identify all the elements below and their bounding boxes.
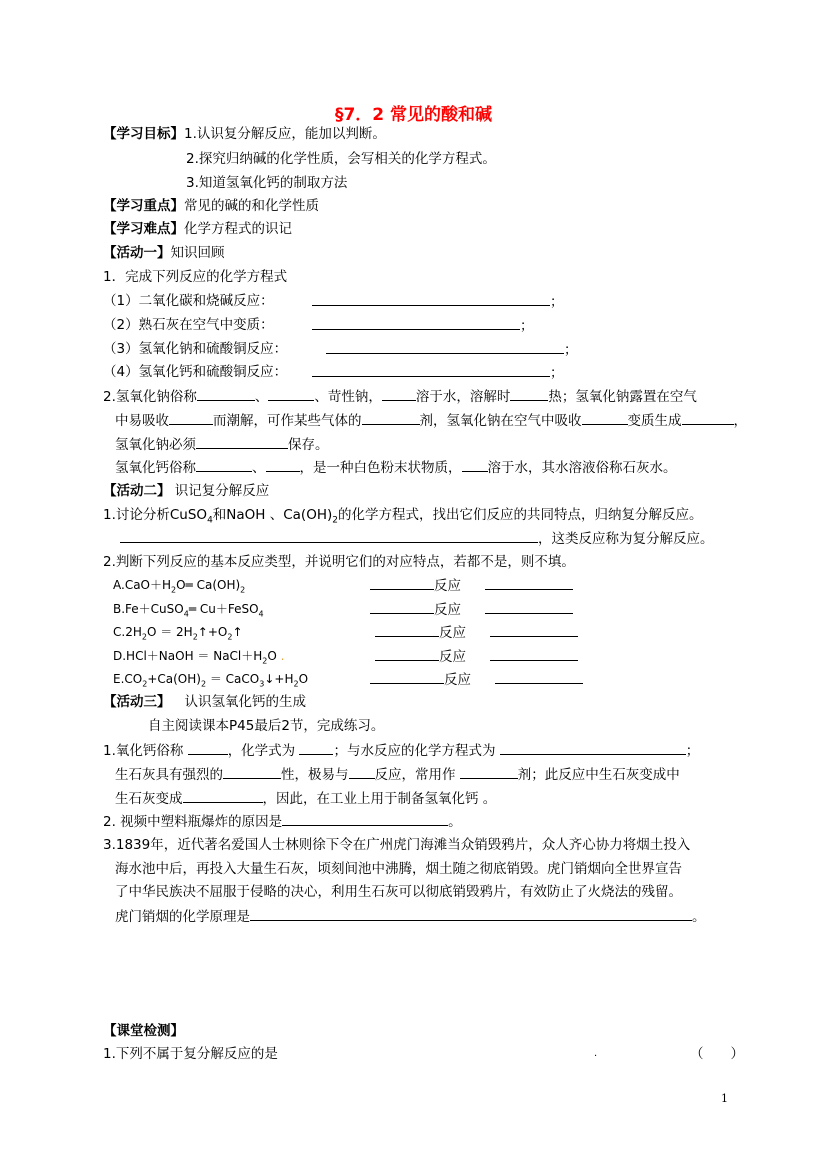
answer-blank[interactable] — [370, 599, 434, 614]
text: ↑+O — [197, 625, 228, 639]
goals-line-1 — [103, 124, 386, 144]
act3-q1-line-1 — [103, 740, 699, 761]
answer-blank[interactable] — [169, 410, 213, 425]
text: C.2H — [113, 625, 142, 639]
goal-1: 1.认识复分解反应，能加以判断。 — [184, 126, 386, 142]
text: 。 — [692, 909, 706, 925]
page-title: §7．2 常见的酸和碱 — [334, 105, 493, 125]
text: 2. 视频中塑料瓶爆炸的原因是 — [103, 814, 283, 830]
answer-blank[interactable] — [370, 669, 444, 684]
answer-blank[interactable] — [485, 575, 573, 590]
reaction-e-answer — [370, 669, 583, 690]
act1-blank-2-row — [312, 315, 534, 336]
semicolon: ； — [564, 342, 578, 358]
goal-2: 2.探究归纳碱的化学性质，会写相关的化学方程式。 — [186, 151, 496, 167]
act1-blank-1-row — [312, 291, 564, 312]
text: ；与水反应的化学方程式为 — [333, 743, 496, 759]
text: +Ca(OH) — [147, 672, 201, 686]
text: 氢氧化钙俗称 — [115, 460, 196, 476]
answer-blank[interactable] — [490, 622, 578, 637]
focus-label: 【学习重点】 — [103, 198, 184, 214]
text: 而潮解，可作某些气体的 — [213, 413, 362, 429]
reaction-e — [113, 669, 308, 694]
act3-q3-line-4 — [115, 906, 706, 927]
semicolon: ； — [520, 318, 534, 334]
answer-blank[interactable] — [312, 362, 550, 377]
text: ，是一种白色粉末状物质， — [299, 460, 462, 476]
text: 溶于水，其水溶液俗称石灰水。 — [487, 460, 677, 476]
text: 反应 — [439, 625, 466, 641]
text: ↓+H — [264, 672, 294, 686]
reaction-b-answer — [370, 599, 573, 620]
text: ，这类反应称为复分解反应。 — [538, 531, 714, 547]
answer-blank[interactable] — [682, 410, 734, 425]
act3-q3-line-1: 3.1839年，近代著名爱国人士林则徐下令在广州虎门海滩当众销毁鸦片，众人齐心协力将烟土投入 — [103, 837, 691, 853]
text: 变质生成 — [627, 413, 682, 429]
answer-blank[interactable] — [197, 386, 255, 401]
act3-title: 认识氢氧化钙的生成 — [184, 694, 306, 710]
act1-blank-4-row — [312, 362, 564, 383]
text: ， — [733, 413, 747, 429]
answer-blank[interactable] — [462, 457, 488, 472]
text: D.HCl＋NaOH ＝ NaCl＋H — [113, 649, 263, 663]
answer-blank[interactable] — [183, 788, 263, 803]
act2-title: 识记复分解反应 — [174, 483, 270, 499]
answer-blank[interactable] — [375, 646, 439, 661]
semicolon: ； — [550, 365, 564, 381]
text: O ＝ 2H — [146, 625, 193, 639]
act3-label: 【活动三】 — [103, 694, 171, 710]
act2-q1-line-1 — [103, 505, 702, 531]
text: 反应，常用作 — [374, 767, 456, 783]
subscript: 2 — [293, 679, 299, 689]
subscript: 4 — [183, 609, 189, 619]
reaction-b — [113, 599, 264, 624]
check-q1: 1.下列不属于复分解反应的是 — [103, 1046, 278, 1062]
answer-blank[interactable] — [299, 740, 333, 755]
answer-blank[interactable] — [223, 764, 281, 779]
answer-blank[interactable] — [312, 291, 550, 306]
answer-blank[interactable] — [266, 457, 300, 472]
text: O═ Ca(OH) — [176, 578, 241, 592]
answer-blank[interactable] — [120, 528, 538, 543]
act3-heading — [103, 692, 306, 712]
text: 虎门销烟的化学原理是 — [115, 909, 250, 925]
answer-blank[interactable] — [485, 599, 573, 614]
text: 生石灰具有强烈的 — [115, 767, 223, 783]
act3-q1-line-2 — [115, 764, 680, 785]
answer-blank[interactable] — [375, 622, 439, 637]
text: 剂；此反应中生石灰变成中 — [517, 767, 680, 783]
reaction-d — [113, 646, 285, 671]
stray-dot: . — [594, 1048, 598, 1059]
text: 反应 — [444, 672, 471, 688]
act1-label: 【活动一】 — [103, 245, 171, 261]
text: 2.氢氧化钠俗称 — [103, 389, 197, 405]
subscript: 4 — [258, 609, 264, 619]
subscript: 2 — [171, 585, 177, 595]
answer-parentheses[interactable]: （ ） — [690, 1046, 744, 1062]
text: 、 — [252, 460, 266, 476]
reaction-a-answer — [370, 575, 573, 596]
text: ，化学式为 — [227, 743, 296, 759]
text: E.CO — [113, 672, 143, 686]
reaction-a — [113, 575, 245, 600]
answer-blank[interactable] — [362, 410, 420, 425]
act1-title: 知识回顾 — [170, 245, 225, 261]
text: 反应 — [434, 602, 461, 618]
text: 热；氢氧化钠露置在空气 — [548, 389, 697, 405]
answer-blank[interactable] — [326, 339, 564, 354]
answer-blank[interactable] — [250, 906, 692, 921]
answer-blank[interactable] — [382, 386, 416, 401]
act1-item-2: （2）熟石灰在空气中变质： — [103, 317, 274, 333]
text: 反应 — [439, 649, 466, 665]
reaction-d-answer — [375, 646, 578, 667]
subscript: 2 — [142, 679, 148, 689]
act2-label: 【活动二】 — [103, 483, 171, 499]
semicolon: ； — [550, 294, 564, 310]
subscript: 2 — [141, 632, 147, 642]
text: 、 — [254, 389, 269, 405]
answer-blank[interactable] — [196, 457, 252, 472]
subscript: 4 — [207, 515, 213, 526]
reaction-c-answer — [375, 622, 578, 643]
act1-item-1: （1）二氧化碳和烧碱反应： — [103, 293, 274, 309]
act1-item-3: （3）氢氧化钠和硫酸铜反应： — [103, 341, 288, 357]
answer-blank[interactable] — [490, 646, 578, 661]
answer-blank[interactable] — [582, 410, 628, 425]
goal-3: 3.知道氢氧化钙的制取方法 — [186, 175, 348, 191]
text: 生石灰变成 — [115, 791, 183, 807]
text: O — [298, 672, 309, 686]
act1-q2-line-4 — [115, 457, 677, 478]
act3-q1-line-3 — [115, 788, 496, 809]
answer-blank[interactable] — [370, 575, 434, 590]
difficulty-label: 【学习难点】 — [103, 221, 184, 237]
text: A.CaO＋H — [113, 578, 172, 592]
difficulty-line — [103, 219, 292, 239]
act2-q1-line-2 — [120, 528, 714, 549]
answer-blank[interactable] — [282, 811, 448, 826]
act3-q2 — [103, 811, 462, 832]
answer-blank[interactable] — [349, 764, 375, 779]
text: 的化学方程式，找出它们反应的共同特点，归纳复分解反应。 — [337, 507, 703, 523]
act2-q2: 2.判断下列反应的基本反应类型，并说明它们的对应特点，若都不是，则不填。 — [103, 554, 575, 570]
subscript: 3 — [259, 679, 265, 689]
answer-blank[interactable] — [500, 740, 686, 755]
text: 保存。 — [288, 437, 329, 453]
text: 中易吸收 — [115, 413, 169, 429]
text: ＝ CaCO — [206, 672, 260, 686]
text: 。 — [448, 814, 462, 830]
act1-blank-3-row — [326, 339, 578, 360]
subscript: 2 — [262, 656, 268, 666]
text: 剂，氢氧化钠在空气中吸收 — [419, 413, 582, 429]
text: 1.讨论分析CuSO — [103, 507, 208, 523]
goals-label: 【学习目标】 — [103, 126, 184, 142]
subscript: 2 — [332, 515, 338, 526]
text: 性，极易与 — [281, 767, 349, 783]
reaction-c — [113, 622, 243, 647]
focus-text: 常见的碱的和化学性质 — [184, 198, 319, 214]
text: 溶于水，溶解时 — [415, 389, 511, 405]
answer-blank[interactable] — [510, 386, 548, 401]
act2-heading — [103, 481, 269, 501]
focus-line — [103, 196, 319, 216]
text: ═ Cu＋FeSO — [188, 602, 259, 616]
act1-q2-line-2 — [115, 410, 747, 431]
text: 氢氧化钠必须 — [115, 437, 196, 453]
text: 和NaOH 、Ca(OH) — [212, 507, 333, 523]
text: ，因此，在工业上用于制备氢氧化钙 。 — [262, 791, 497, 807]
text: 1.氧化钙俗称 — [103, 743, 184, 759]
act1-q2-line-1 — [103, 386, 697, 407]
text: O — [267, 649, 277, 663]
stray-dot: . — [280, 649, 285, 663]
check-heading — [103, 1021, 184, 1041]
answer-blank[interactable] — [312, 315, 520, 330]
text: 反应 — [434, 578, 461, 594]
page-number: 1 — [721, 1092, 728, 1105]
answer-blank[interactable] — [196, 434, 288, 449]
subscript: 2 — [192, 632, 198, 642]
act3-q3-line-3: 了中华民族决不屈服于侵略的决心，利用生石灰可以彻底销毁鸦片，有效防止了火烧法的残留。 — [115, 884, 682, 900]
act1-item-4: （4）氢氧化钙和硫酸铜反应： — [103, 364, 288, 380]
text: ↑ — [232, 625, 243, 639]
answer-blank[interactable] — [188, 740, 228, 755]
text: B.Fe＋CuSO — [113, 602, 184, 616]
act1-heading — [103, 243, 225, 263]
check-label: 【课堂检测】 — [103, 1023, 184, 1039]
difficulty-text: 化学方程式的识记 — [184, 221, 292, 237]
act3-read: 自主阅读课本P45最后2节，完成练习。 — [148, 718, 385, 734]
text: 、苛性钠， — [314, 389, 382, 405]
subscript: 2 — [200, 679, 207, 689]
answer-blank[interactable] — [268, 386, 314, 401]
answer-blank[interactable] — [495, 669, 583, 684]
answer-blank[interactable] — [460, 764, 518, 779]
act3-q3-line-2: 海水池中后，再投入大量生石灰，顷刻间池中沸腾，烟土随之彻底销毁。虎门销烟向全世界宣告 — [115, 861, 682, 877]
subscript: 2 — [227, 632, 233, 642]
text: ； — [685, 743, 700, 759]
subscript: 2 — [240, 585, 246, 595]
act1-q2-line-3 — [115, 434, 329, 455]
act1-q1: 1．完成下列反应的化学方程式 — [103, 269, 288, 285]
